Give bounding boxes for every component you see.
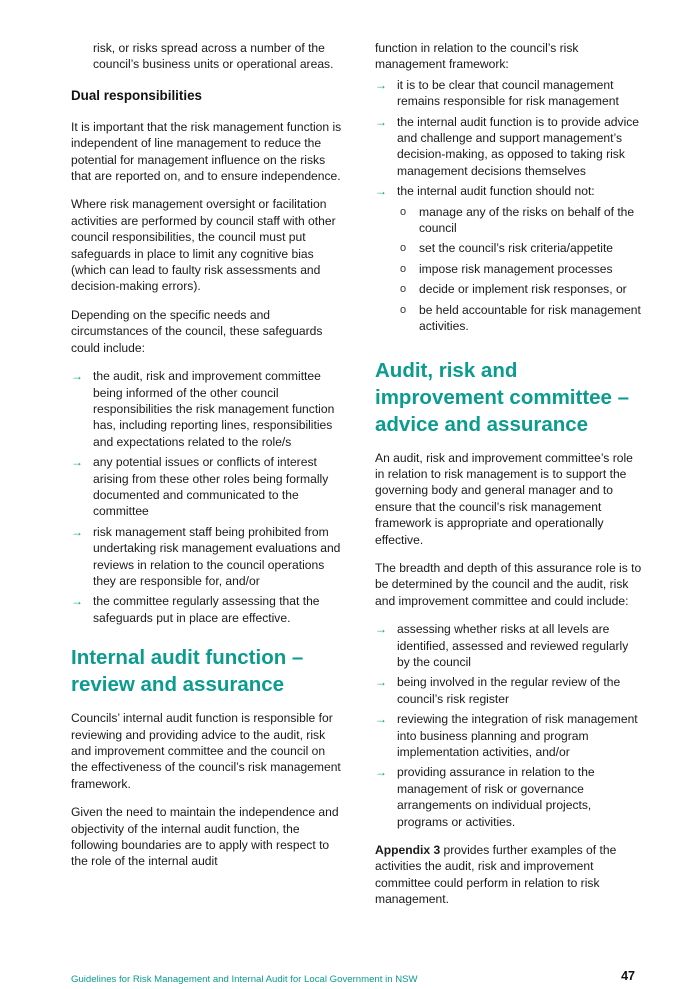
sub-list-item: o set the council’s risk criteria/appetite <box>400 241 614 256</box>
list-item: → risk management staff being prohibited from undertaking risk management evaluations and reviews in relation to the council operations they are responsible for, and/or <box>71 524 341 588</box>
continued-text: function in relation to the council’s risk management framework: <box>375 41 579 72</box>
arrow-icon: → <box>375 77 387 92</box>
appendix-reference: Appendix 3 <box>375 843 441 858</box>
arrow-icon: → <box>375 765 387 780</box>
list-item: → the audit, risk and improvement committee being informed of the other council responsibilities the risk management function has, including reporting lines, responsibilities and expectations related to the role/s <box>71 369 335 449</box>
paragraph: Where risk management oversight or facilitation activities are performed by council staff with other council responsibilities, the council must put safeguards in place to limit any cognitive bias (which can lead to faulty risk assessments and decision-making errors). <box>71 197 336 294</box>
paragraph: The breadth and depth of this assurance role is to be determined by the council and the audit, risk and improvement committee and could include: <box>375 560 642 608</box>
list-item: → assessing whether risks at all levels are identified, assessed and reviewed regularly by the council <box>375 622 629 669</box>
paragraph: Depending on the specific needs and circumstances of the council, these safeguards could include: <box>71 307 323 355</box>
left-column <box>71 40 343 882</box>
list-item: → any potential issues or conflicts of interest arising from these other roles being formally documented and communicated to the committee <box>71 455 329 519</box>
footer-title: Guidelines for Risk Management and Internal Audit for Local Government in NSW <box>71 974 418 985</box>
list-item: → the internal audit function is to provide advice and challenge and support management’s decision-making, as opposed to taking risk management decisions themselves <box>375 114 640 178</box>
dual-responsibilities-heading: Dual responsibilities <box>71 87 202 103</box>
arrow-icon: → <box>375 675 387 690</box>
sub-list-item: o be held accountable for risk management activities. <box>400 302 641 334</box>
circle-bullet-icon: o <box>400 262 407 275</box>
arrow-icon: → <box>375 622 387 637</box>
arrow-icon: → <box>375 114 387 129</box>
arrow-icon: → <box>375 712 387 727</box>
arrow-icon: → <box>375 184 387 199</box>
continued-text: risk, or risks spread across a number of the council’s business units or operational areas. <box>93 41 334 72</box>
sub-list-item: o decide or implement risk responses, or <box>400 282 627 297</box>
circle-bullet-icon: o <box>400 283 407 296</box>
page-number: 47 <box>621 969 635 983</box>
list-item: → reviewing the integration of risk management into business planning and program implementation activities, and/or <box>375 712 638 759</box>
circle-bullet-icon: o <box>400 242 407 255</box>
arrow-icon: → <box>71 594 83 609</box>
safeguards-list <box>71 368 343 626</box>
arrow-icon: → <box>71 524 83 539</box>
list-item: → it is to be clear that council management remains responsible for risk management <box>375 77 619 109</box>
sub-list-item: o manage any of the risks on behalf of the council <box>400 204 635 236</box>
audit-risk-committee-heading: Audit, risk and improvement committee – advice and assurance <box>375 358 630 436</box>
boundaries-list <box>375 77 643 335</box>
circle-bullet-icon: o <box>400 205 407 218</box>
paragraph: An audit, risk and improvement committee’s role in relation to risk management is to support the governing body and general manager and to ensure that the council’s risk management framework is appropriate and operationally effective. <box>375 450 633 547</box>
paragraph: It is important that the risk management function is independent of line management to reduce the potential for management influence on the risks that are reported on, and to ensure independence. <box>71 119 342 184</box>
paragraph: Given the need to maintain the independence and objectivity of the internal audit function, the following boundaries are to apply with respect to the role of the internal audit <box>71 805 339 869</box>
arrow-icon: → <box>71 455 83 470</box>
arrow-icon: → <box>71 369 83 384</box>
sub-list-item: o impose risk management processes <box>400 261 613 276</box>
should-not-list <box>397 204 643 335</box>
list-item: → the internal audit function should not: o manage any of the risks on behalf of the council o set the council’s risk criteria/appetite o impose risk management processes o decide or implement risk responses, or o be held accountable for risk management activities. <box>375 183 643 334</box>
list-item: → being involved in the regular review of the council’s risk register <box>375 675 621 706</box>
paragraph: Councils’ internal audit function is responsible for reviewing and providing advice to the audit, risk and improvement committee and the council on the effectiveness of the council’s risk management framework. <box>71 711 341 791</box>
internal-audit-heading: Internal audit function – review and assurance <box>71 646 304 697</box>
assurance-list <box>375 621 643 830</box>
list-item: → providing assurance in relation to the management of risk or governance arrangements on individual projects, programs or activities. <box>375 765 595 829</box>
appendix-paragraph: Appendix 3 provides further examples of the activities the audit, risk and improvement committee could perform in relation to risk management. <box>375 843 617 907</box>
circle-bullet-icon: o <box>400 303 407 316</box>
list-item: → the committee regularly assessing that the safeguards put in place are effective. <box>71 594 320 625</box>
right-column <box>375 40 643 920</box>
